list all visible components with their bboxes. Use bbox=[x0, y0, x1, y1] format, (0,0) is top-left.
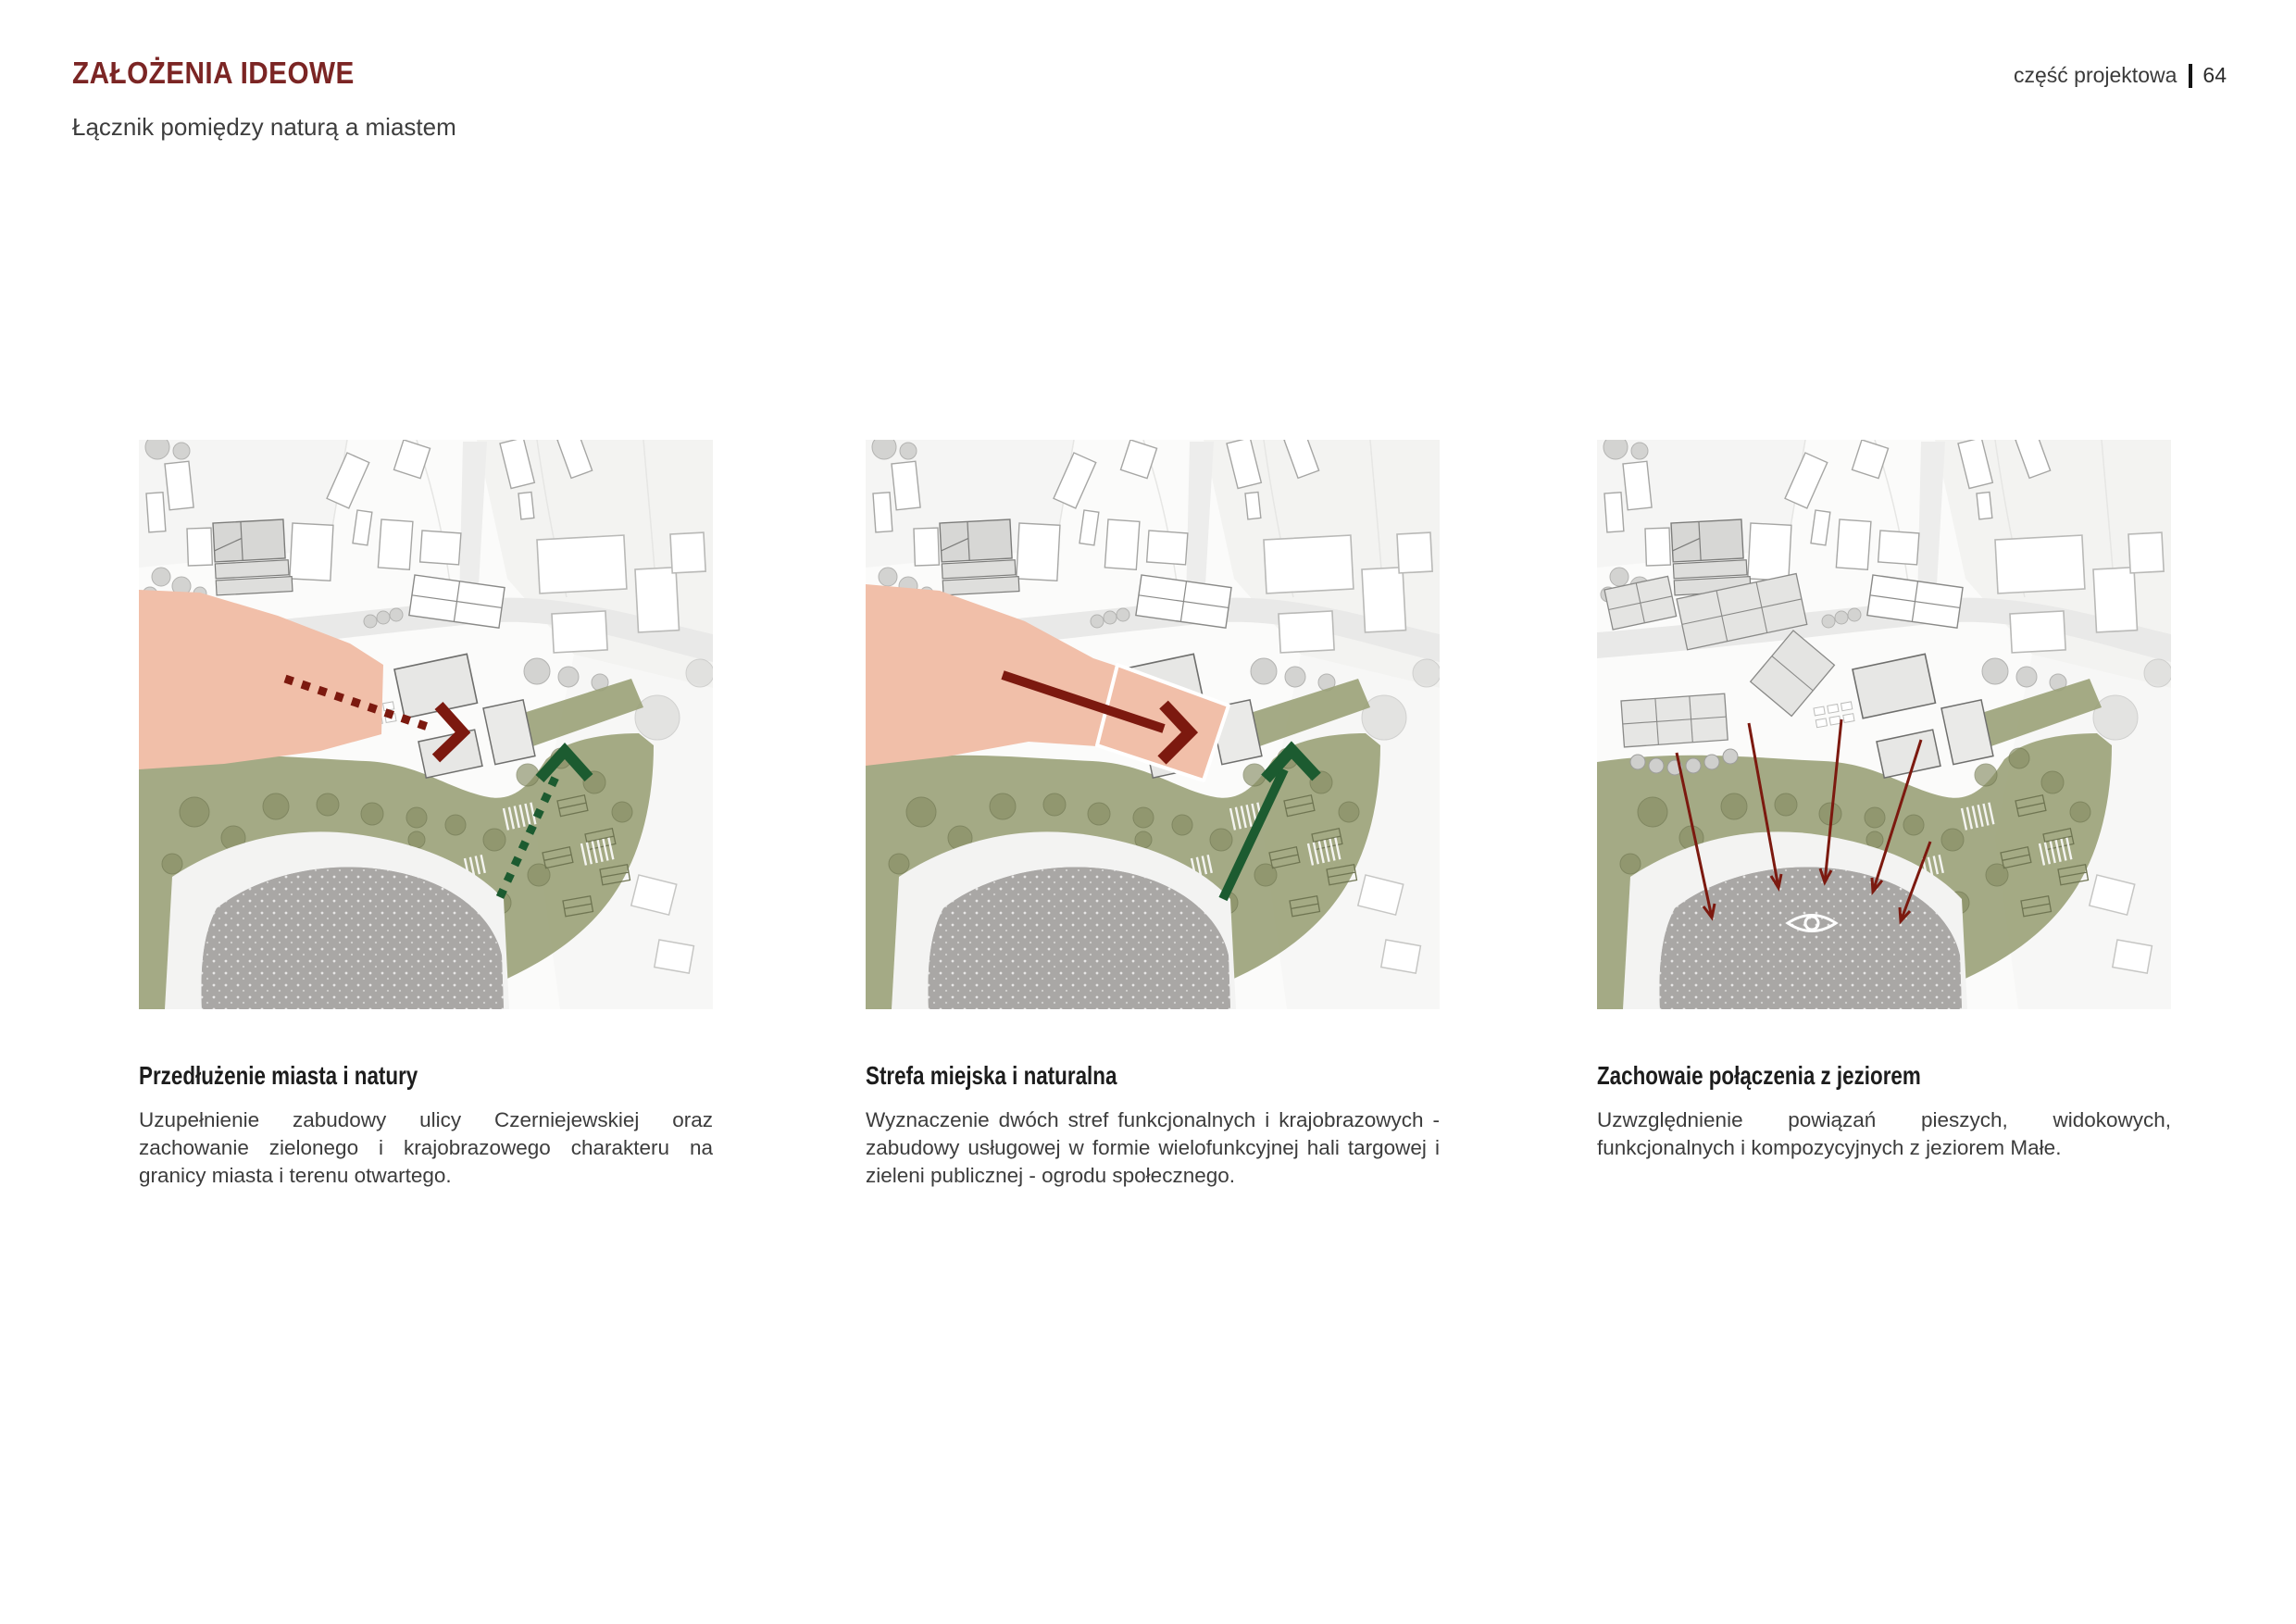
page-title bbox=[72, 56, 386, 91]
map-figure-3 bbox=[1597, 440, 2171, 1009]
header-meta bbox=[2014, 63, 2227, 88]
page-title-text: ZAŁOŻENIA IDEOWE bbox=[72, 56, 355, 90]
divider-bar bbox=[2189, 64, 2192, 88]
section-label: część projektowa bbox=[2013, 63, 2177, 87]
panel-body-3: Uzwzględnienie powiązań pieszych, widokowych, funkcjonalnych i kompozycyjnych z jeziorem Małe. bbox=[1597, 1108, 2171, 1159]
panel-heading-1: Przedłużenie miasta i natury bbox=[139, 1061, 418, 1090]
panel-heading-2: Strefa miejska i naturalna bbox=[866, 1061, 1117, 1090]
page-subtitle: Łącznik pomiędzy naturą a miastem bbox=[72, 113, 456, 141]
panel-przedluzenie bbox=[139, 440, 713, 1190]
site-map-diagram-2 bbox=[866, 440, 1440, 1009]
panel-body-1: Uzupełnienie zabudowy ulicy Czerniejewskiej oraz zachowanie zielonego i krajobrazowego charakteru na granicy miasta i terenu otwartego. bbox=[139, 1108, 713, 1187]
site-map-diagram-1 bbox=[139, 440, 713, 1009]
map-figure-2 bbox=[866, 440, 1440, 1009]
site-map-diagram-3 bbox=[1597, 440, 2171, 1009]
panel-heading-3: Zachowaie połączenia z jeziorem bbox=[1597, 1061, 1921, 1090]
map-figure-1 bbox=[139, 440, 713, 1009]
panel-jezioro bbox=[1597, 440, 2171, 1162]
panel-body-2: Wyznaczenie dwóch stref funkcjonalnych i krajobrazowych - zabudowy usługowej w formie wielofunkcyjnej hali targowej i zieleni publicznej - ogrodu społecznego. bbox=[866, 1108, 1440, 1187]
panel-strefy bbox=[866, 440, 1440, 1190]
page-number: 64 bbox=[2202, 63, 2227, 87]
